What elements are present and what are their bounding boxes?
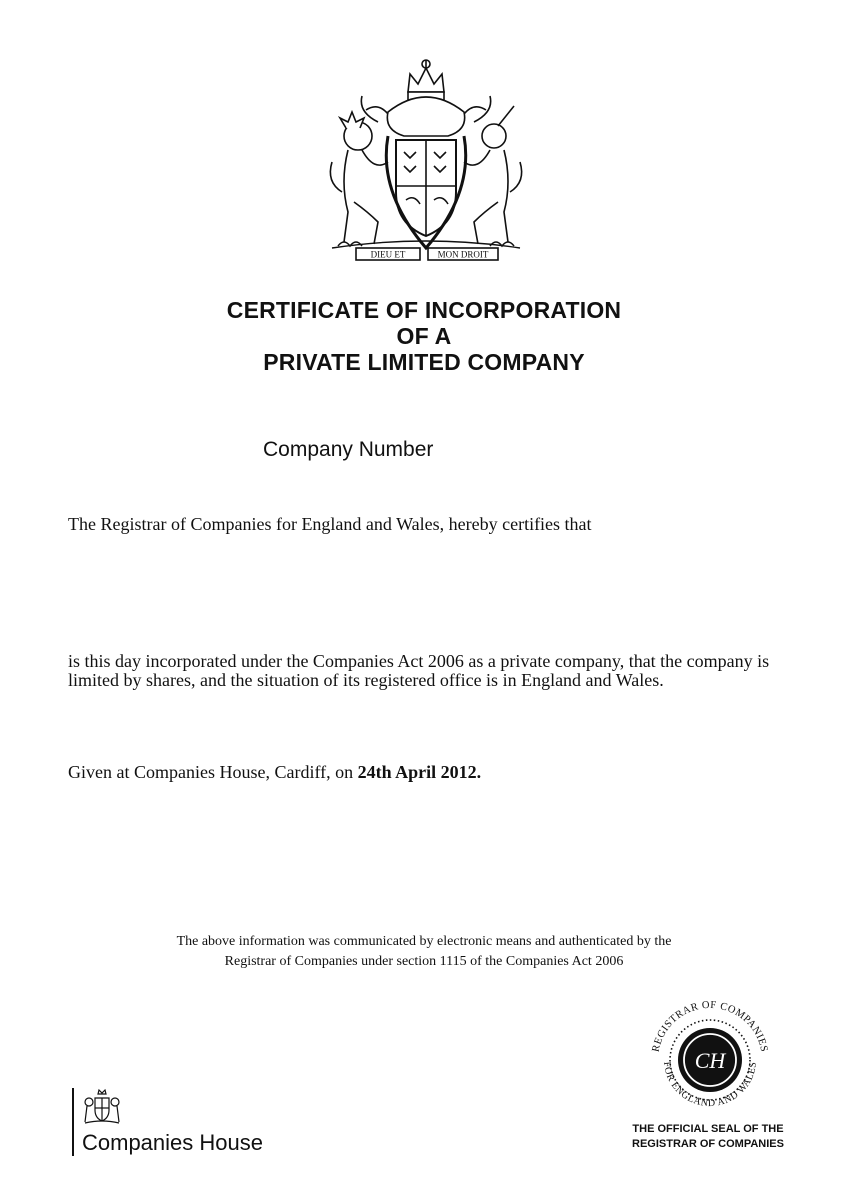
companies-house-logo bbox=[72, 1088, 312, 1158]
seal-monogram: CH bbox=[694, 1048, 726, 1073]
footnote-line-1: The above information was communicated by electronic means and authenticated by the bbox=[176, 934, 672, 949]
authentication-footnote bbox=[0, 932, 848, 972]
given-prefix: Given at Companies House, Cardiff, on bbox=[68, 762, 358, 782]
logo-divider bbox=[72, 1088, 74, 1156]
motto-right: MON DROIT bbox=[437, 249, 489, 260]
lion-icon bbox=[330, 112, 388, 244]
royal-coat-of-arms-icon bbox=[318, 52, 534, 264]
title-line-1: CERTIFICATE OF INCORPORATION bbox=[226, 297, 622, 323]
companies-house-wordmark: Companies House bbox=[82, 1130, 263, 1155]
unicorn-icon bbox=[464, 106, 522, 244]
company-number-label: Company Number bbox=[263, 438, 434, 461]
certifies-paragraph: The Registrar of Companies for England and Wales, hereby certifies that bbox=[68, 514, 592, 534]
given-at-paragraph bbox=[68, 763, 788, 782]
incorporation-paragraph: is this day incorporated under the Companies Act 2006 as a private company, that the company is limited by shares, and the situation of its registered office is in England and Wales. bbox=[68, 651, 770, 690]
seal-ring-bottom: FOR ENGLAND AND WALES bbox=[660, 1061, 760, 1110]
incorporation-date: 24th April 2012. bbox=[357, 762, 482, 782]
motto-left: DIEU ET bbox=[370, 249, 406, 260]
seal-ring-top: REGISTRAR OF COMPANIES bbox=[650, 999, 770, 1054]
seal-caption-line-1: THE OFFICIAL SEAL OF THE bbox=[632, 1123, 784, 1135]
mini-crest-icon bbox=[81, 1088, 123, 1126]
certificate-title bbox=[0, 297, 848, 375]
crown-icon bbox=[408, 60, 444, 100]
seal-caption-line-2: REGISTRAR OF COMPANIES bbox=[632, 1138, 784, 1150]
registrar-seal bbox=[640, 990, 780, 1120]
seal-caption bbox=[608, 1122, 808, 1152]
title-line-3: PRIVATE LIMITED COMPANY bbox=[263, 349, 585, 375]
title-line-2: OF A bbox=[396, 323, 452, 349]
footnote-line-2: Registrar of Companies under section 1115 of the Companies Act 2006 bbox=[224, 954, 624, 969]
